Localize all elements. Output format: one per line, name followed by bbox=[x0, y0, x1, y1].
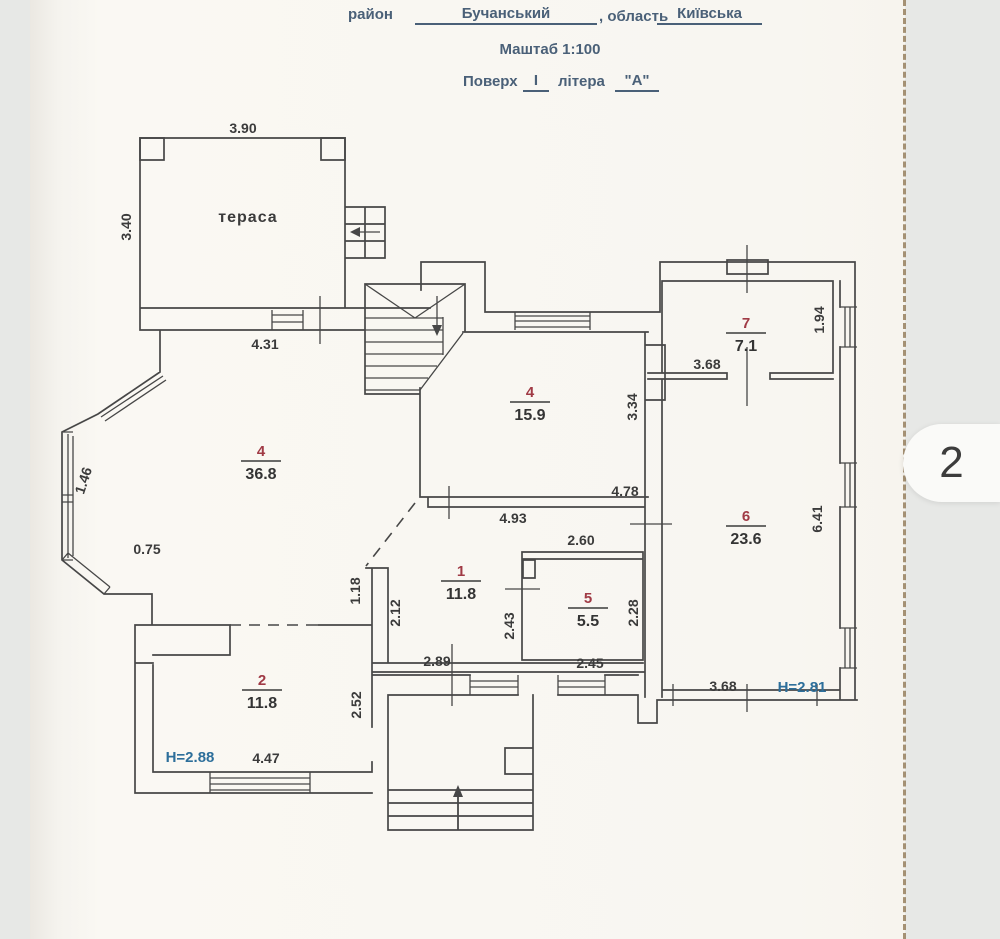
dimension-label: 2.60 bbox=[567, 532, 595, 548]
terrace-label: тераса bbox=[218, 209, 278, 226]
plan-labels bbox=[71, 120, 827, 766]
dimension-label: 2.89 bbox=[423, 653, 451, 669]
letter-value-text: "А" bbox=[624, 72, 650, 89]
dimension-label: 2.12 bbox=[387, 599, 403, 627]
room-area: 23.6 bbox=[730, 531, 762, 548]
room-area: 5.5 bbox=[576, 613, 600, 630]
dimension-label: 2.52 bbox=[348, 691, 364, 719]
district-value-text: Бучанський bbox=[461, 5, 551, 22]
windows-path bbox=[62, 307, 857, 793]
terrace-stair-arrowhead bbox=[350, 227, 360, 237]
dimension-label: 6.41 bbox=[809, 505, 825, 533]
room-number: 4 bbox=[256, 443, 266, 460]
room-number: 1 bbox=[456, 563, 466, 580]
dimension-label: 1.18 bbox=[347, 577, 363, 605]
room-area: 11.8 bbox=[246, 695, 278, 712]
room-number: 2 bbox=[257, 672, 267, 689]
scale-text: Маштаб 1:100 bbox=[499, 41, 601, 58]
dimension-label: 4.31 bbox=[251, 336, 279, 352]
room-number: 5 bbox=[583, 590, 593, 607]
entrance-up-arrowhead bbox=[453, 785, 463, 797]
dimension-label: 1.46 bbox=[71, 465, 96, 496]
dimension-label: 0.75 bbox=[133, 541, 161, 557]
dimension-label: 3.68 bbox=[693, 356, 721, 372]
dimension-label: 4.78 bbox=[611, 483, 639, 499]
page-number-badge: 2 bbox=[903, 424, 1000, 502]
dimension-label: 2.28 bbox=[625, 599, 641, 627]
room-number: 7 bbox=[741, 315, 751, 332]
dimension-label: 4.93 bbox=[499, 510, 527, 526]
terrace-corner-posts bbox=[140, 138, 345, 160]
floor-label: Поверх bbox=[463, 73, 518, 90]
ceiling-height-label: H=2.81 bbox=[777, 679, 827, 696]
room-area: 11.8 bbox=[445, 586, 477, 603]
region-label: , область bbox=[599, 8, 669, 25]
walls-path bbox=[62, 138, 857, 830]
letter-label: літера bbox=[558, 73, 605, 90]
room-area: 15.9 bbox=[514, 407, 546, 424]
room-area: 36.8 bbox=[245, 466, 277, 483]
dimension-label: 3.40 bbox=[118, 213, 134, 241]
dimension-label: 1.94 bbox=[811, 306, 827, 334]
dimension-label: 3.68 bbox=[709, 678, 737, 694]
dimension-label: 2.43 bbox=[501, 612, 517, 640]
dimension-label: 4.47 bbox=[252, 750, 280, 766]
region-value-text: Київська bbox=[677, 5, 742, 22]
dimension-label: 2.45 bbox=[576, 655, 604, 671]
stairs-path bbox=[354, 232, 465, 830]
dimension-label: 3.34 bbox=[624, 393, 640, 421]
floor-value-text: I bbox=[533, 72, 539, 89]
ceiling-height-label: H=2.88 bbox=[165, 749, 215, 766]
district-label: район bbox=[348, 6, 393, 23]
room-area: 7.1 bbox=[734, 338, 758, 355]
dimension-label: 3.90 bbox=[229, 120, 257, 136]
room-number: 6 bbox=[741, 508, 751, 525]
room-number: 4 bbox=[525, 384, 535, 401]
